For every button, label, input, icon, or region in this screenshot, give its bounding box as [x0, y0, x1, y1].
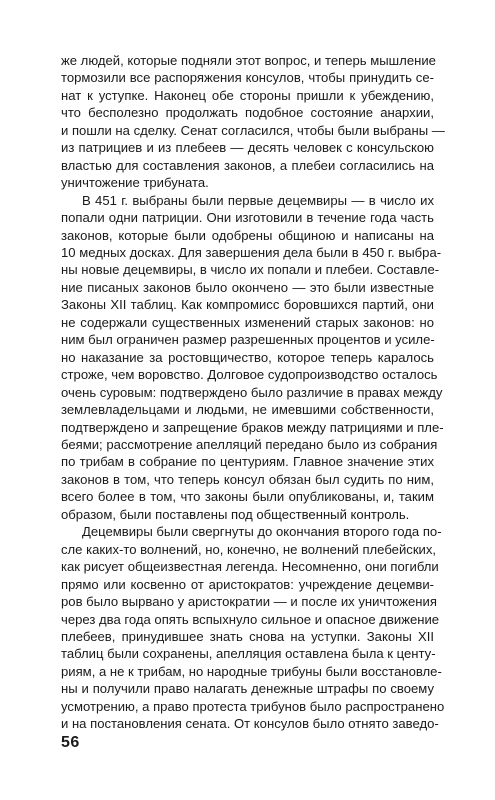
- text-line: строже, чем воровство. Долговое судопроизводство осталось: [61, 367, 438, 383]
- text-line: по трибам в собрание по центуриям. Главное значение этих: [61, 454, 434, 470]
- page-body: [61, 52, 445, 733]
- text-line: очень суровым: подтверждено было различие в правах между: [61, 384, 443, 400]
- text-line: образом, были поставлены под общественный контроль.: [61, 506, 410, 522]
- text-line: Децемвиры были свергнуты до окончания второго года по-: [82, 524, 442, 540]
- paragraph-3: [61, 523, 445, 732]
- text-line: не содержали существенных изменений старых законов: но: [61, 314, 434, 330]
- paragraph-1: [61, 52, 445, 192]
- text-line: из патрициев и из плебеев — десять человек с консульскою: [61, 140, 434, 156]
- text-line: и пошли на сделку. Сенат согласился, чтобы были выбраны —: [61, 122, 445, 138]
- text-line: ние писаных законов было окончено — это были известные: [61, 279, 434, 295]
- text-line: В 451 г. выбраны были первые децемвиры — в число их: [82, 192, 434, 208]
- text-line: через два года опять вспыхнуло сильное и опасное движение: [61, 611, 440, 627]
- paragraph-2: [61, 192, 444, 524]
- text-line: сле каких-то волнений, но, конечно, не волнений плебейских,: [61, 541, 437, 557]
- text-line: тормозили все распоряжения консулов, чтобы принудить се-: [61, 70, 434, 86]
- text-line: риям, а не к трибам, но народные трибуны были восстановле-: [61, 663, 442, 679]
- text-line: нат к уступке. Наконец обе стороны пришли к убеждению,: [61, 87, 434, 103]
- text-line: законов в том, что теперь консул обязан был судить по ним,: [61, 471, 434, 487]
- text-line: и на постановления сената. От консулов было отнято заведо-: [61, 716, 439, 732]
- text-line: беями; рассмотрение апелляций передано было из собрания: [61, 436, 438, 452]
- text-line: властью для составления законов, а плебеи согласились на: [61, 157, 434, 173]
- text-line: что бесполезно продолжать подобное состояние анархии,: [61, 105, 434, 121]
- text-line: ним был ограничен размер разрешенных процентов и усиле-: [61, 332, 435, 348]
- text-line: 10 медных досках. Для завершения дела были в 450 г. выбра-: [61, 244, 442, 260]
- text-line: попали одни патриции. Они изготовили в течение года часть: [61, 210, 434, 226]
- text-line: Законы XII таблиц. Как компромисс боровшихся партий, они: [61, 297, 434, 313]
- text-line: как рисует общеизвестная легенда. Несомненно, они погибли: [61, 559, 439, 575]
- text-line: таблиц были сохранены, апелляция оставлена была к центу-: [61, 646, 436, 662]
- text-line: прямо или косвенно от аристократов: учреждение децемви-: [61, 576, 434, 592]
- text-line: землевладельцами и людьми, не имевшими собственности,: [61, 402, 434, 418]
- text-line: плебеев, принудившее знать снова на уступки. Законы XII: [61, 628, 434, 644]
- text-line: ров было вырвано у аристократии — и после их уничтожения: [61, 594, 437, 610]
- text-line: законов, которые были одобрены общиною и написаны на: [61, 227, 434, 243]
- text-line: ны новые децемвиры, в число их попали и плебеи. Составле-: [61, 262, 440, 278]
- text-line: же людей, которые подняли этот вопрос, и теперь мышление: [61, 53, 436, 68]
- text-line: но наказание за ростовщичество, которое теперь каралось: [61, 349, 434, 365]
- text-line: уничтожение трибуната.: [61, 175, 209, 191]
- text-line: всего более в том, что законы были опубликованы, и, таким: [61, 489, 434, 505]
- text-line: ны и получили право налагать денежные штрафы по своему: [61, 681, 434, 697]
- text-line: усмотрению, а право протеста трибунов было распространено: [61, 698, 445, 714]
- page-number: 56: [61, 734, 80, 751]
- text-line: подтверждено и запрещение браков между патрициями и пле-: [61, 419, 444, 435]
